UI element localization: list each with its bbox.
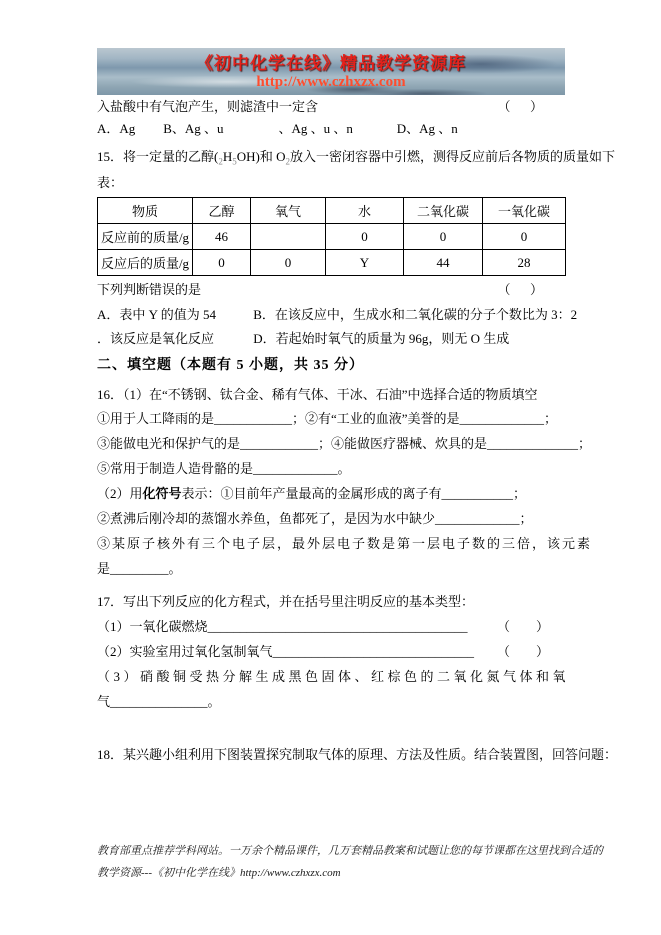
q15-judge-line	[97, 282, 565, 298]
table-cell: Y	[326, 250, 404, 276]
q15-formula-subscript: 5	[232, 156, 237, 167]
q15-judge-text: 下列判断错误的是	[97, 282, 202, 297]
q16-blank-line2: ③能做电光和保护气的是____________；④能做医疗器械、炊具的是______________；	[97, 436, 592, 451]
q14-answer-paren: （ ）	[497, 99, 543, 114]
table-row	[98, 250, 566, 276]
site-banner	[97, 48, 565, 95]
q17-item2	[97, 644, 565, 660]
table-header-cell: 一氧化碳	[483, 198, 566, 224]
section2-heading: 二、填空题（本题有 5 小题，共 35 分）	[97, 358, 364, 373]
q16-blank-line3: ⑤常用于制造人造骨骼的是_____________。	[97, 461, 351, 476]
q16-blank-line1: ①用于人工降雨的是____________；②有“工业的血液”美誉的是_____________；	[97, 411, 558, 426]
q17-item3-line2: 气_______________。	[97, 694, 221, 709]
q15-mass-table	[97, 197, 566, 276]
q14-stem: 入盐酸中有气泡产生，则滤渣中一定含	[97, 99, 319, 114]
table-cell: 0	[483, 224, 566, 250]
q15-stem-line1	[97, 149, 615, 170]
q16-part2-line3: ③某原子核外有三个电子层，最外层电子数是第一层电子数的三倍，该元素	[97, 536, 593, 551]
table-cell: 0	[404, 224, 483, 250]
q18-stem: 18．某兴趣小组利用下图装置探究制取气体的原理、方法及性质。结合装置图，回答问题：	[97, 747, 618, 762]
q17-item1	[97, 619, 565, 635]
q17-item1-text: （1）一氧化碳燃烧________________________________________	[97, 619, 468, 634]
table-header-cell: 二氧化碳	[404, 198, 483, 224]
q15-formula-subscript: 2	[285, 156, 290, 167]
table-cell: 反应后的质量/g	[98, 250, 193, 276]
q16-part2-line1	[97, 486, 565, 502]
q17-item3-line1: （3）硝酸铜受热分解生成黑色固体、红棕色的二氧化氮气体和氧	[97, 669, 570, 684]
footer-site-url: http://www.czhxzx.com	[240, 867, 341, 879]
q15-option-b: B．在该反应中，生成水和二氧化碳的分子个数比为 3：2	[253, 307, 578, 322]
table-cell	[251, 224, 326, 250]
q17-stem: 17．写出下列反应的化方程式，并在括号里注明反应的基本类型：	[97, 594, 475, 609]
q15-option-a: A．表中 Y 的值为 54	[97, 307, 217, 322]
footer-line1: 教育部重点推荐学科网站。一万余个精品课件，几万套精品教案和试题让您的每节课都在这里找到合适的	[97, 845, 603, 857]
q14-option-a: A．Ag	[97, 121, 136, 136]
q17-item1-paren: （ ）	[496, 619, 549, 634]
banner-title: 《初中化学在线》精品教学资源库	[196, 53, 466, 73]
table-header-cell: 乙醇	[193, 198, 251, 224]
footer-line2-text: 教学资源---《初中化学在线》	[97, 867, 240, 879]
table-row	[98, 224, 566, 250]
q15-answer-paren: （ ）	[497, 282, 543, 297]
q15-stem-text: OH)和 O	[236, 149, 286, 164]
table-cell: 0	[193, 250, 251, 276]
table-cell: 0	[251, 250, 326, 276]
q14-options-line	[97, 121, 565, 137]
q16-part2-line4: 是_________。	[97, 561, 182, 576]
q15-options-ab	[97, 307, 578, 323]
q15-stem-text: 放入一密闭容器中引燃，测得反应前后各物质的质量如下	[289, 149, 615, 164]
table-header-cell: 氧气	[251, 198, 326, 224]
q17-item2-paren: （ ）	[496, 644, 549, 659]
q16-line1: 16．（1）在“不锈钢、钛合金、稀有气体、干冰、石油”中选择合适的物质填空	[97, 387, 538, 402]
q15-stem-text: 15．将一定量的乙醇(	[97, 149, 219, 164]
q14-option-b: B、Ag 、u	[163, 121, 224, 136]
q16-part2-post: 表示：①目前年产量最高的金属形成的离子有___________；	[181, 486, 527, 501]
q15-option-d: D．若起始时氧气的质量为 96g，则无 O 生成	[253, 331, 510, 346]
table-cell: 28	[483, 250, 566, 276]
q14-option-c: 、Ag 、u 、n	[278, 121, 353, 136]
table-cell: 46	[193, 224, 251, 250]
table-header-cell: 物质	[98, 198, 193, 224]
table-header-cell: 水	[326, 198, 404, 224]
banner-url: http://www.czhxzx.com	[256, 73, 406, 90]
q15-option-c: ．该反应是氧化反应	[97, 331, 215, 346]
q14-stem-line	[97, 99, 565, 115]
table-cell: 反应前的质量/g	[98, 224, 193, 250]
footer-line2	[97, 866, 565, 880]
q14-option-d: D、Ag 、n	[396, 121, 458, 136]
q17-item2-text: （2）实验室用过氧化氢制氧气_______________________________	[97, 644, 475, 659]
q15-options-cd	[97, 331, 565, 347]
q16-part2-pre: （2）用	[97, 486, 143, 501]
table-cell: 0	[326, 224, 404, 250]
q15-formula-subscript: 2	[218, 156, 223, 167]
q16-part2-line2: ②煮沸后刚冷却的蒸馏水养鱼，鱼都死了，是因为水中缺少_____________；	[97, 511, 533, 526]
table-header-row	[98, 198, 566, 224]
table-cell: 44	[404, 250, 483, 276]
q16-part2-bold-term: 化符号	[142, 486, 182, 501]
q15-stem-line2: 表：	[97, 175, 124, 190]
q15-stem-text: H	[222, 149, 233, 164]
